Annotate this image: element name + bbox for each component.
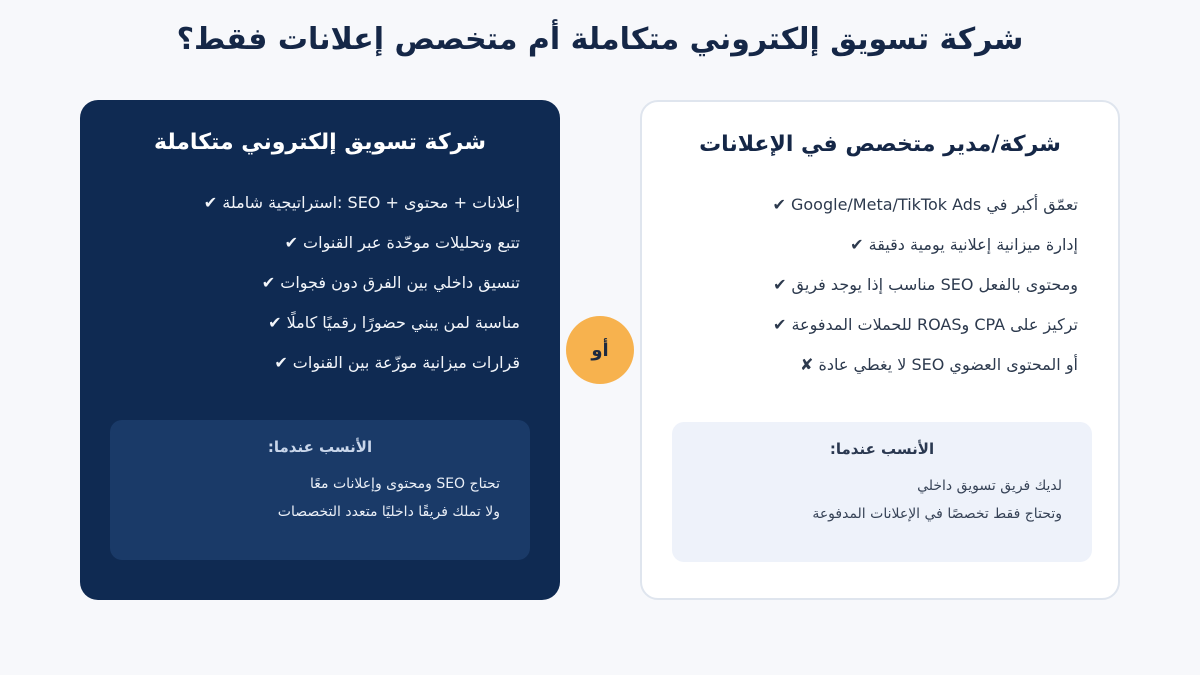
ads-specialist-card [640,100,1120,600]
feature-item: ومحتوى بالفعل SEO مناسب إذا يوجد فريق ✔ [773,275,1078,294]
page-title: شركة تسويق إلكتروني متكاملة أم متخصص إعلانات فقط؟ [176,22,1024,57]
feature-item: مناسبة لمن يبني حضورًا رقميًا كاملًا ✔ [268,313,520,332]
feature-item: تعمّق أكبر في Google/Meta/TikTok Ads ✔ [772,195,1078,214]
feature-list [662,192,1078,392]
integrated-agency-card [80,100,560,600]
best-when-box [672,422,1092,562]
card-title: شركة تسويق إلكتروني متكاملة [153,130,487,155]
best-when-heading: الأنسب عندما: [829,440,935,458]
best-when-line: تحتاج SEO ومحتوى وإعلانات معًا [310,476,500,492]
feature-list [100,190,520,390]
feature-item: تركيز على CPA وROAS للحملات المدفوعة ✔ [772,315,1078,334]
best-when-line: وتحتاج فقط تخصصًا في الإعلانات المدفوعة [812,506,1062,522]
feature-item: تتبع وتحليلات موحّدة عبر القنوات ✔ [284,233,520,252]
best-when-heading: الأنسب عندما: [267,438,373,456]
best-when-box [110,420,530,560]
feature-item: قرارات ميزانية موزّعة بين القنوات ✔ [274,353,520,372]
feature-item: أو المحتوى العضوي SEO لا يغطي عادة ✘ [800,355,1078,374]
feature-item: إعلانات + محتوى + SEO :استراتيجية شاملة ✔ [203,193,520,212]
best-when-line: لديك فريق تسويق داخلي [917,478,1062,494]
feature-item: تنسيق داخلي بين الفرق دون فجوات ✔ [261,273,520,292]
or-badge: أو [566,316,634,384]
feature-item: إدارة ميزانية إعلانية يومية دقيقة ✔ [850,235,1078,254]
card-title: شركة/مدير متخصص في الإعلانات [699,132,1061,157]
best-when-line: ولا تملك فريقًا داخليًا متعدد التخصصات [277,504,500,520]
